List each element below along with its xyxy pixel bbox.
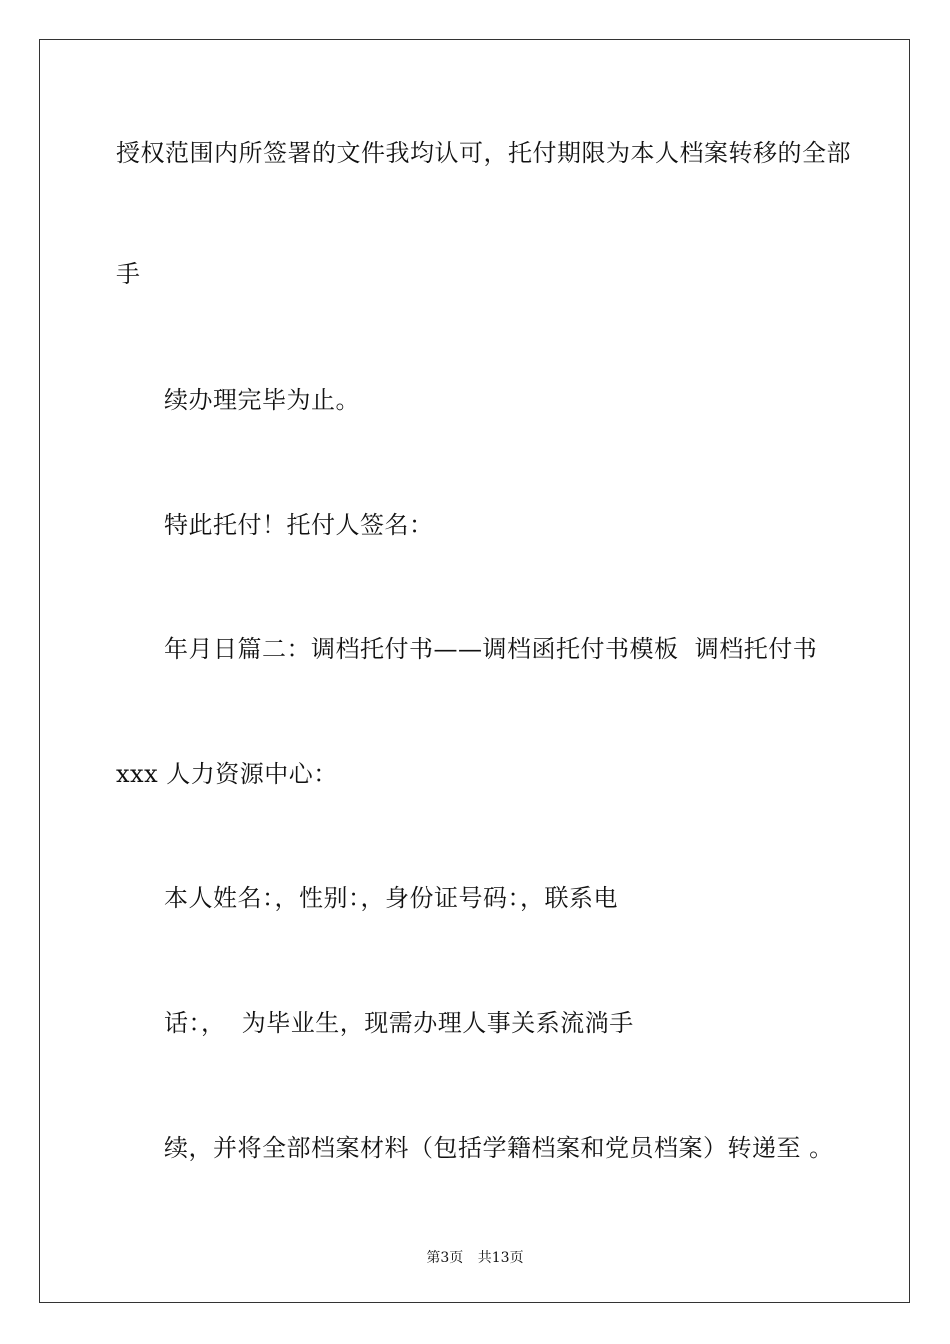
body-line-4: 特此托付！托付人签名：: [164, 511, 434, 539]
body-line-8: 话：， 为毕业生，现需办理人事关系流淌手: [164, 1009, 634, 1037]
body-line-1: 授权范围内所签署的文件我均认可，托付期限为本人档案转移的全部: [116, 139, 851, 167]
page-number: 第3页: [426, 1250, 464, 1266]
page-total: 共13页: [477, 1250, 524, 1266]
body-line-3: 续办理完毕为止。: [164, 386, 360, 414]
page-footer: [0, 1249, 950, 1267]
body-line-7: 本人姓名：，性别：，身份证号码：，联系电: [164, 884, 618, 912]
body-line-2: 手: [116, 260, 141, 288]
body-line-5: 年月日篇二：调档托付书——调档函托付书模板 调档托付书: [164, 635, 818, 663]
body-line-9: 续，并将全部档案材料（包括学籍档案和党员档案）转递至 。: [164, 1134, 834, 1162]
page-border: [39, 39, 910, 1303]
body-line-6: xxx 人力资源中心：: [116, 760, 338, 788]
